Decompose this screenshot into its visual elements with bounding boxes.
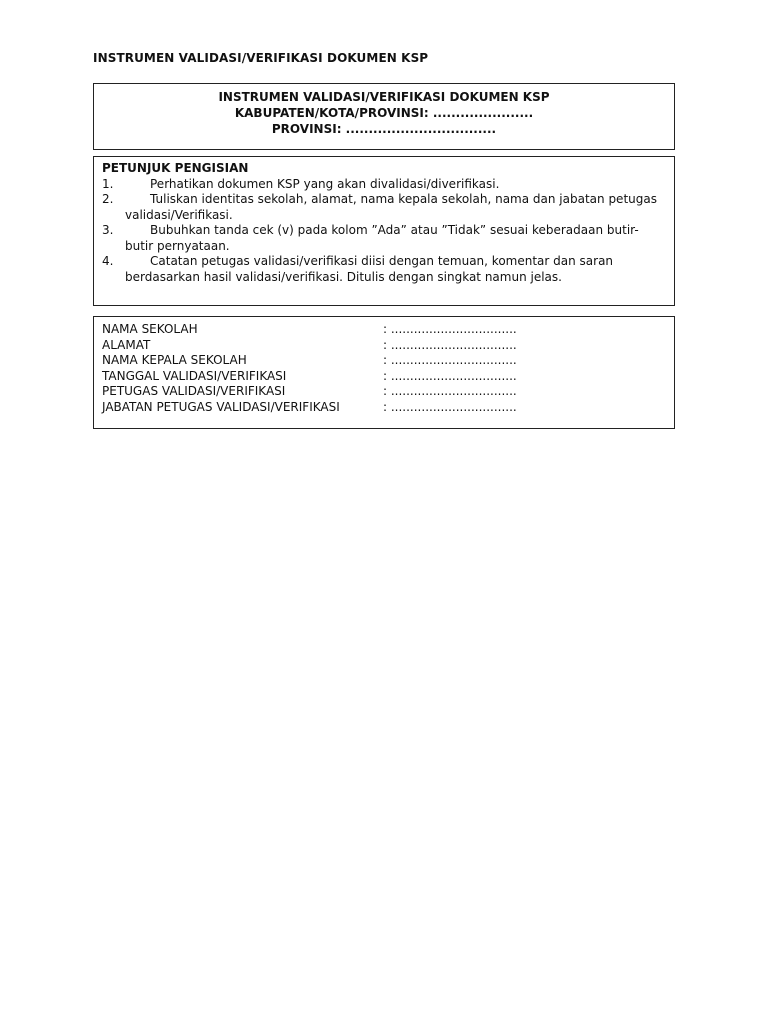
identity-label: JABATAN PETUGAS VALIDASI/VERIFIKASI [102,399,340,414]
identity-row [102,338,666,354]
identity-label: PETUGAS VALIDASI/VERIFIKASI [102,384,286,398]
identity-value-field[interactable]: : ................................. [383,353,517,367]
instruction-text: Perhatikan dokumen KSP yang akan divalidasi/diverifikasi. [150,176,500,191]
region-line: KABUPATEN/KOTA/PROVINSI: ...................... [234,106,534,120]
instruction-number: 1. [102,176,114,191]
identity-value-field[interactable]: : ................................. [383,368,517,383]
instruction-text: Tuliskan identitas sekolah, alamat, nama kepala sekolah, nama dan jabatan petugas validasi/Verifikasi. [125,192,657,222]
identity-row [102,353,666,369]
document-title-box [93,83,675,150]
instruction-number: 3. [102,223,114,237]
identity-row [102,322,666,338]
instructions-box [93,156,675,306]
instruction-text: Bubuhkan tanda cek (v) pada kolom ”Ada” atau ”Tidak” sesuai keberadaan butir-butir pernyataan. [125,223,639,253]
instructions-heading: PETUNJUK PENGISIAN [102,161,249,175]
identity-value-field[interactable]: : ................................. [383,337,517,352]
identity-row [102,384,666,400]
page-heading: INSTRUMEN VALIDASI/VERIFIKASI DOKUMEN KSP [93,51,429,65]
identity-row [102,400,666,416]
province-line: PROVINSI: ................................. [271,122,497,136]
identity-row [102,369,666,385]
identity-box [93,316,675,429]
identity-label: NAMA SEKOLAH [102,322,198,336]
identity-value-field[interactable]: : ................................. [383,322,517,336]
instruction-item [102,254,666,285]
instruction-item [102,223,666,254]
identity-label: ALAMAT [102,337,151,352]
identity-value-field[interactable]: : ................................. [383,399,517,414]
document-title: INSTRUMEN VALIDASI/VERIFIKASI DOKUMEN KSP [218,90,550,104]
identity-label: NAMA KEPALA SEKOLAH [102,353,247,367]
instruction-number: 4. [102,254,114,268]
identity-value-field[interactable]: : ................................. [383,384,517,398]
instruction-number: 2. [102,192,114,206]
instruction-item [102,177,666,193]
identity-label: TANGGAL VALIDASI/VERIFIKASI [102,368,287,383]
instruction-text: Catatan petugas validasi/verifikasi diisi dengan temuan, komentar dan saran berdasarkan hasil validasi/verifikasi. Ditulis dengan singkat namun jelas. [125,254,614,284]
instruction-item [102,192,666,223]
